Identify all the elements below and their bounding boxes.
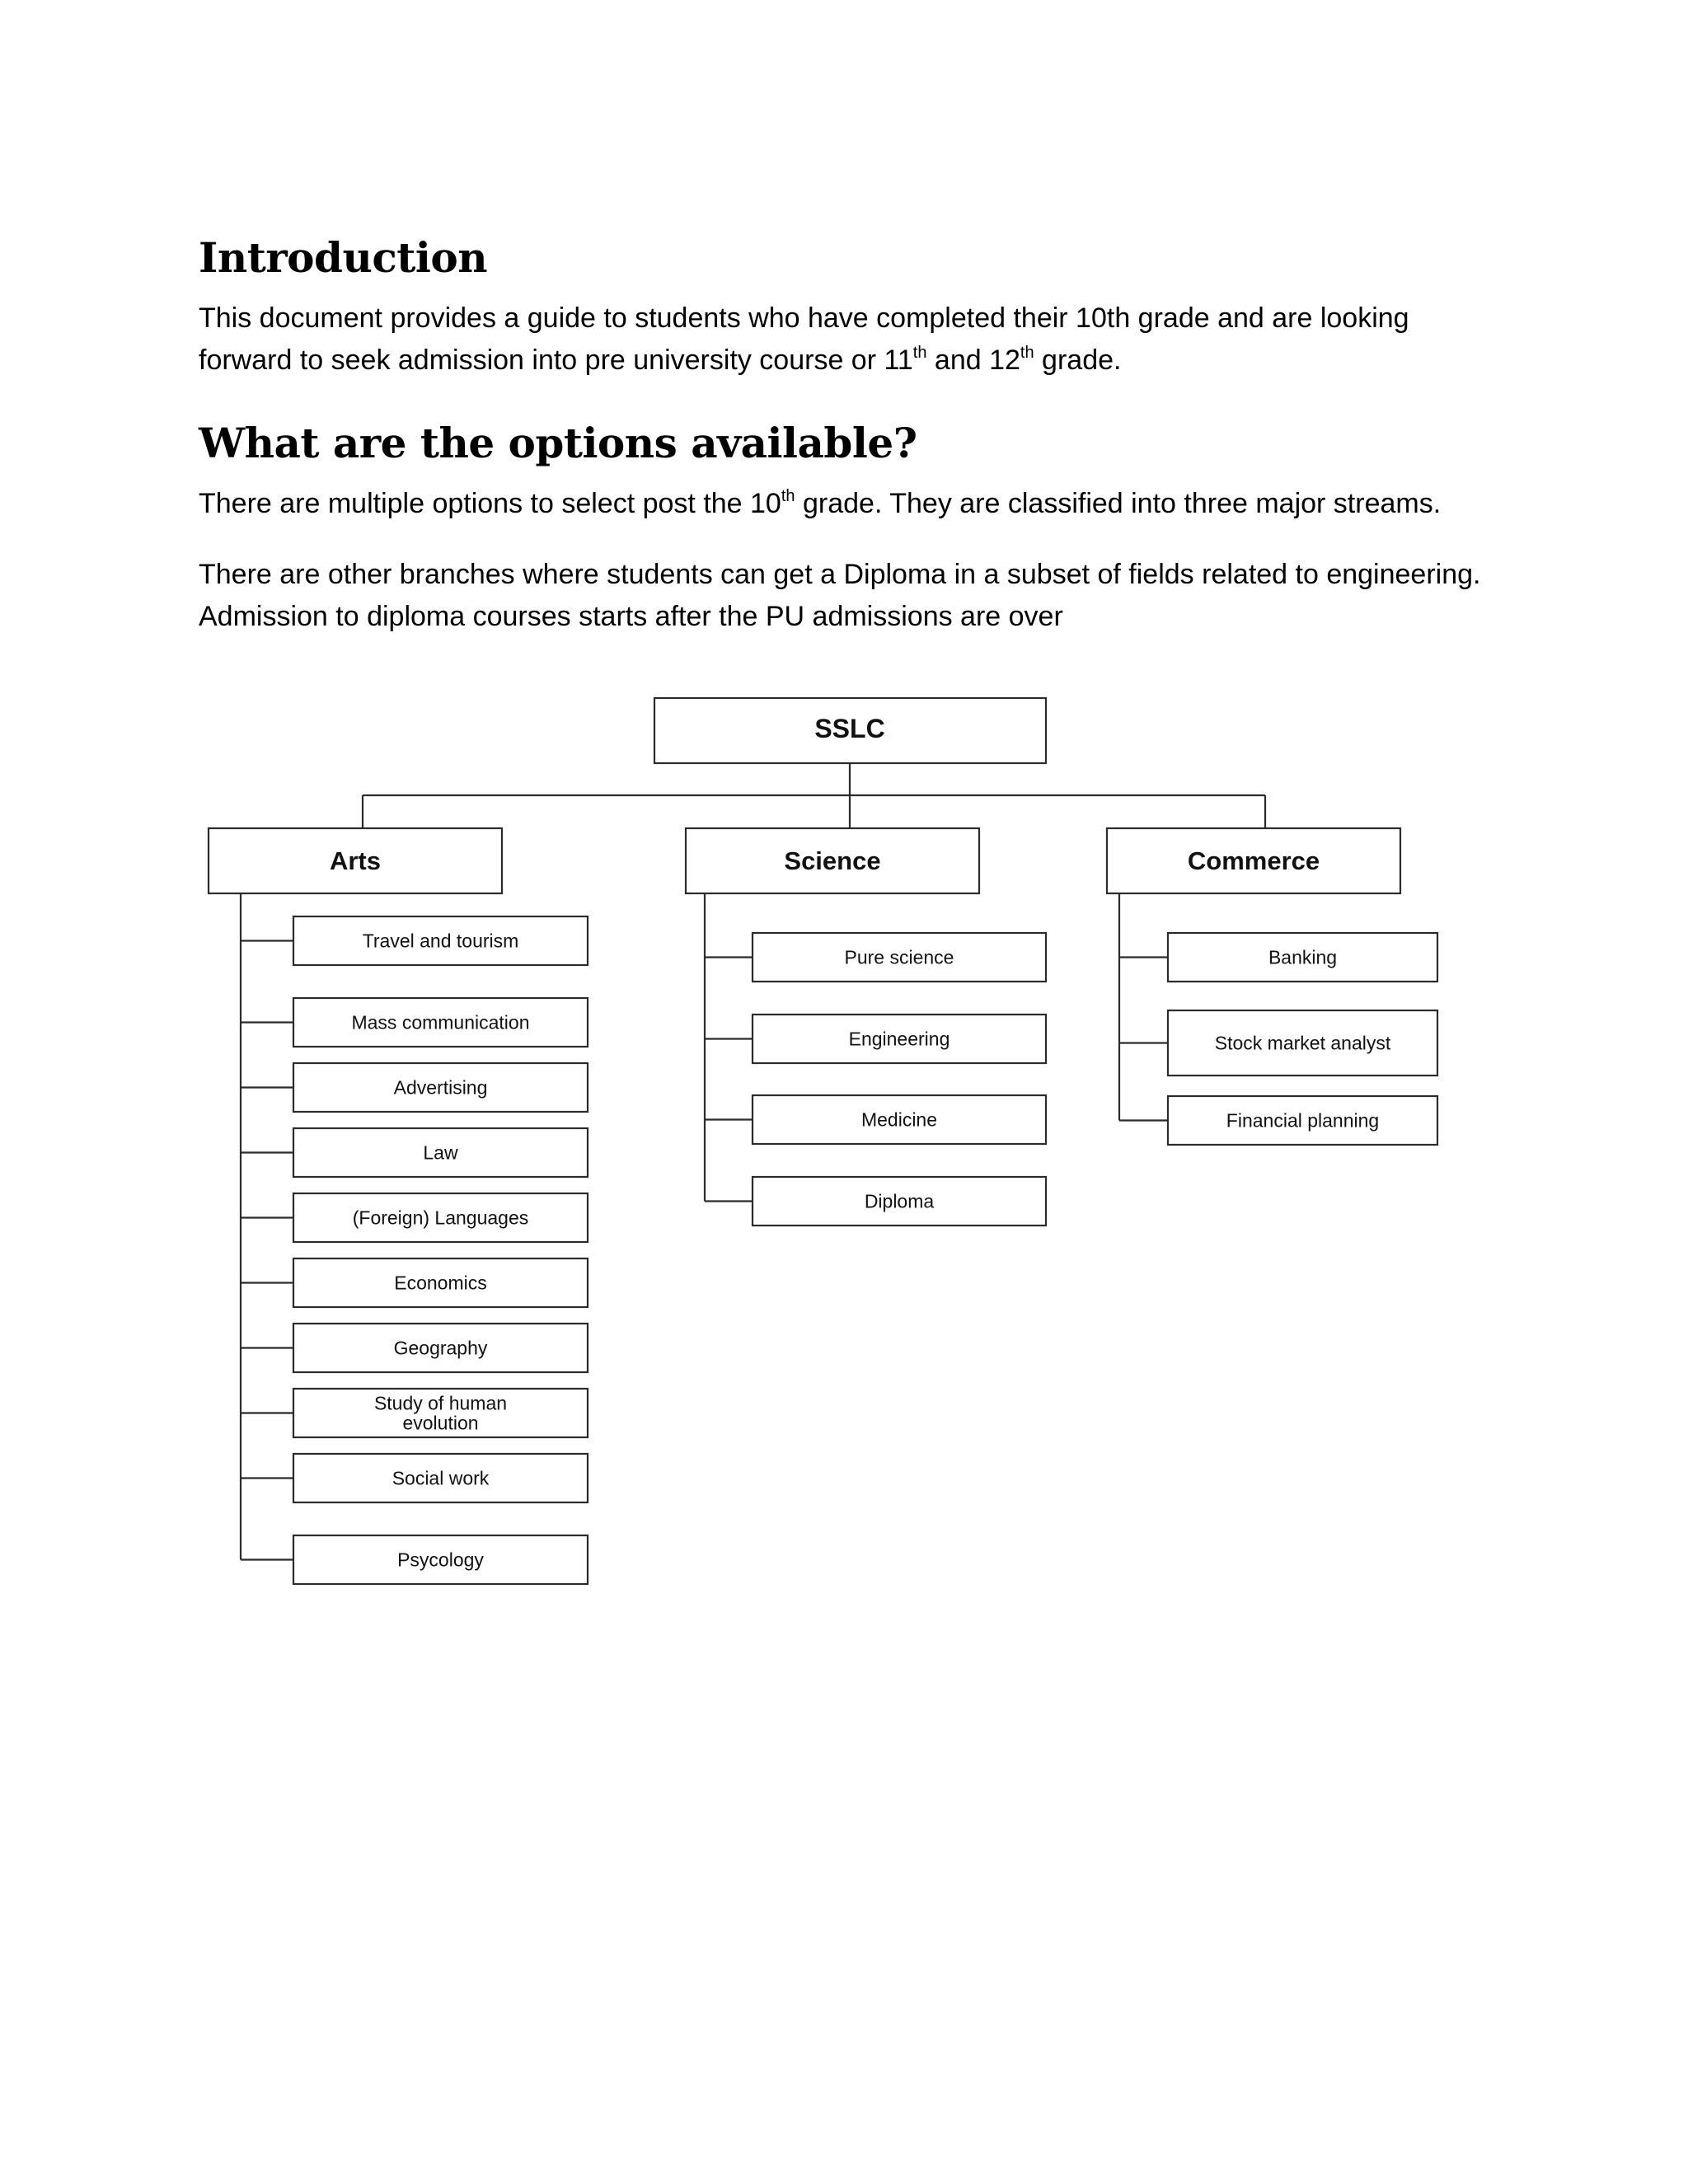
superscript-th: th bbox=[912, 344, 927, 362]
intro-line-2-b: and 12 bbox=[926, 344, 1020, 376]
arts-option-label: Travel and tourism bbox=[362, 930, 519, 952]
options-p1-b: grade. They are classified into three major streams. bbox=[795, 488, 1442, 519]
options-p2-line-1: There are other branches where students can get a Diploma in a subset of fields related to engineering. bbox=[199, 559, 1481, 590]
arts-option-label: Social work bbox=[392, 1467, 490, 1489]
intro-line-2-a: forward to seek admission into pre university course or 11 bbox=[199, 344, 913, 376]
science-option-label: Pure science bbox=[844, 946, 954, 968]
arts-option-label: Law bbox=[423, 1141, 458, 1164]
superscript-th: th bbox=[1020, 344, 1034, 362]
science-option-label: Medicine bbox=[860, 1108, 938, 1131]
arts-option-label: Study of human bbox=[373, 1392, 508, 1414]
options-heading: What are the options available? bbox=[199, 419, 917, 467]
commerce-stream-label: Commerce bbox=[1187, 846, 1320, 875]
arts-stream-label: Arts bbox=[329, 846, 382, 875]
science-option-label: Engineering bbox=[848, 1028, 950, 1050]
arts-option-label: Economics bbox=[394, 1272, 487, 1294]
options-p1-a: There are multiple options to select post the 10 bbox=[199, 488, 781, 519]
commerce-option-label: Stock market analyst bbox=[1214, 1032, 1391, 1054]
arts-option-label: Advertising bbox=[393, 1076, 488, 1099]
intro-line-2-c: grade. bbox=[1034, 344, 1122, 376]
sslc-root-label: SSLC bbox=[814, 714, 885, 743]
superscript-th: th bbox=[781, 487, 795, 505]
commerce-option-label: Banking bbox=[1268, 946, 1338, 968]
arts-option-label: Mass communication bbox=[351, 1011, 530, 1033]
arts-option-label: (Foreign) Languages bbox=[352, 1207, 529, 1229]
arts-option-label: Geography bbox=[393, 1337, 488, 1359]
arts-option-label: Psycology bbox=[397, 1549, 484, 1571]
science-stream-label: Science bbox=[784, 846, 881, 875]
options-p2-line-2: Admission to diploma courses starts after the PU admissions are over bbox=[199, 601, 1063, 632]
science-option-label: Diploma bbox=[864, 1190, 935, 1212]
arts-option-label: evolution bbox=[402, 1412, 479, 1434]
intro-line-1: This document provides a guide to students who have completed their 10th grade and are looking bbox=[199, 302, 1409, 334]
introduction-heading: Introduction bbox=[199, 233, 488, 282]
commerce-option-label: Financial planning bbox=[1226, 1109, 1380, 1132]
